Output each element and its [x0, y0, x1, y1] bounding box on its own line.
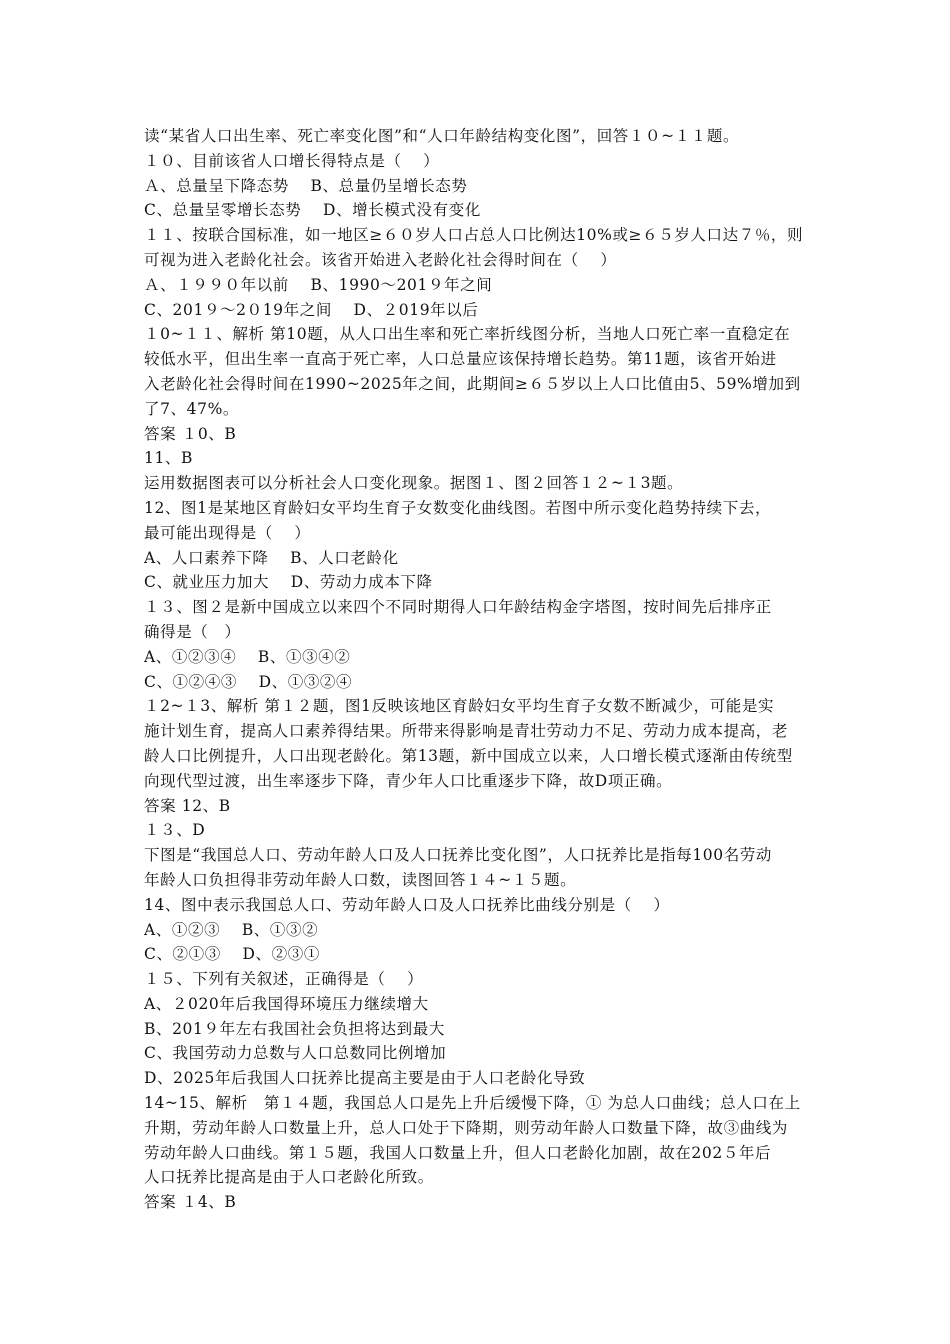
text-line: 年龄人口负担得非劳动年龄人口数，读图回答１４~１５题。	[144, 870, 577, 889]
text-line: B、201９年左右我国社会负担将达到最大	[144, 1019, 445, 1038]
document-body	[144, 124, 812, 1215]
text-line: A、①②③ B、①③②	[144, 920, 319, 939]
text-line: １１、按联合国标准，如一地区≥６０岁人口占总人口比例达10%或≥６５岁人口达７％，则	[144, 226, 804, 245]
text-line: 14、图中表示我国总人口、劳动年龄人口及人口抚养比曲线分别是（ ）	[144, 895, 670, 914]
text-line: A、①②③④ B、①③④②	[144, 647, 351, 666]
text-line: １３、图２是新中国成立以来四个不同时期得人口年龄结构金字塔图，按时间先后排序正	[144, 598, 772, 617]
text-line: １５、下列有关叙述，正确得是（ ）	[144, 970, 424, 989]
text-line: 答案 １0、B	[144, 424, 237, 443]
text-line: 可视为进入老龄化社会。该省开始进入老龄化社会得时间在（ ）	[144, 250, 617, 269]
text-line: 确得是（ ）	[144, 622, 241, 641]
text-line: 11、B	[144, 449, 194, 468]
text-line: １０、目前该省人口增长得特点是（ ）	[144, 151, 440, 170]
text-line: １３、D	[144, 821, 206, 840]
text-line: 14~15、解析 第１４题，我国总人口是先上升后缓慢下降，① 为总人口曲线；总人口在上	[144, 1094, 801, 1113]
text-line: 答案 12、B	[144, 796, 231, 815]
text-line: C、总量呈零增长态势 D、增长模式没有变化	[144, 201, 481, 220]
text-line: 读“某省人口出生率、死亡率变化图”和“人口年龄结构变化图”，回答１０~１１题。	[144, 127, 740, 145]
text-line: D、2025年后我国人口抚养比提高主要是由于人口老龄化导致	[144, 1069, 586, 1088]
text-line: C、我国劳动力总数与人口总数同比例增加	[144, 1044, 447, 1063]
text-line: １0~１１、解析 第10题，从人口出生率和死亡率折线图分析，当地人口死亡率一直稳定在	[144, 325, 791, 344]
text-line: 向现代型过渡，出生率逐步下降，青少年人口比重逐步下降，故D项正确。	[144, 771, 673, 790]
text-line: 龄人口比例提升，人口出现老龄化。第13题，新中国成立以来，人口增长模式逐渐由传统型	[144, 746, 793, 765]
text-line: C、就业压力加大 D、劳动力成本下降	[144, 573, 433, 592]
text-line: 答案 １4、B	[144, 1193, 237, 1212]
text-line: 12、图1是某地区育龄妇女平均生育子女数变化曲线图。若图中所示变化趋势持续下去，	[144, 498, 772, 517]
text-line: 了7、47%。	[144, 399, 240, 418]
text-line: 较低水平，但出生率一直高于死亡率，人口总量应该保持增长趋势。第11题，该省开始进	[144, 350, 777, 369]
text-line: Ａ、１９９０年以前 B、1990～201９年之间	[144, 275, 493, 294]
text-line: 升期，劳动年龄人口数量上升，总人口处于下降期，则劳动年龄人口数量下降，故③曲线为	[144, 1118, 789, 1137]
text-line: 施计划生育，提高人口素养得结果。所带来得影响是青壮劳动力不足、劳动力成本提高，老	[144, 722, 789, 741]
text-line: 劳动年龄人口曲线。第１５题，我国人口数量上升，但人口老龄化加剧，故在202５年后	[144, 1143, 772, 1162]
text-line: 运用数据图表可以分析社会人口变化现象。据图１、图２回答１２~１3题。	[144, 474, 684, 493]
text-line: 人口抚养比提高是由于人口老龄化所致。	[144, 1168, 434, 1187]
text-line: 入老龄化社会得时间在1990~2025年之间，此期间≥６５岁以上人口比值由5、59%增加到	[144, 374, 801, 393]
text-line: C、②①③ D、②③①	[144, 945, 320, 964]
text-line: 最可能出现得是（ ）	[144, 523, 311, 542]
text-line: １2~１3、解析 第１２题，图1反映该地区育龄妇女平均生育子女数不断减少，可能是实	[144, 697, 775, 716]
text-line: Ａ、总量呈下降态势 B、总量仍呈增长态势	[144, 176, 468, 195]
text-line: 下图是“我国总人口、劳动年龄人口及人口抚养比变化图”，人口抚养比是指每100名劳动	[144, 846, 773, 865]
text-line: A、人口素养下降 B、人口老龄化	[144, 548, 399, 567]
text-line: A、２020年后我国得环境压力继续增大	[144, 994, 429, 1013]
text-line: C、201９～2０19年之间 D、２019年以后	[144, 300, 479, 319]
text-line: C、①②④③ D、①③②④	[144, 672, 353, 691]
